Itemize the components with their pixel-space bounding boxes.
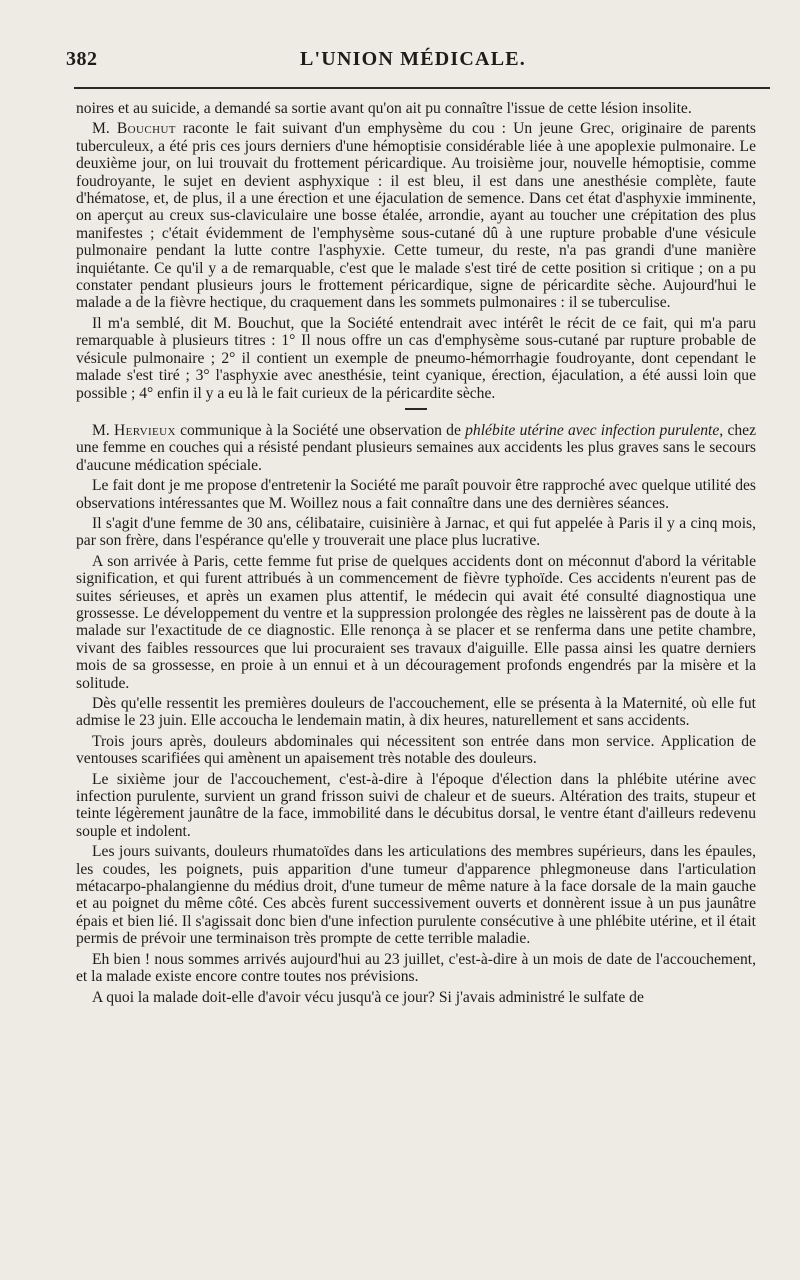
speaker-prefix: M. (92, 120, 117, 138)
paragraph: Dès qu'elle ressentit les premières douleurs de l'accouchement, elle se présenta à la Maternité, où elle fut admise le 23 juin. Elle accoucha le lendemain matin, à dix heures, naturellement et sans accidents. (76, 695, 756, 730)
paragraph-text: chez une femme en couches qui a résisté pendant plusieurs semaines aux accidents les plus graves sans le secours d'aucune médication spéciale. (76, 421, 757, 474)
paragraph-bouchut-summary: Il m'a semblé, dit M. Bouchut, que la Société entendrait avec intérêt le récit de ce fait, qui m'a paru remarquable à plusieurs titres : 1° Il nous offre un cas d'emphysème sous-cutané par rupture probable de vésicule pulmonaire ; 2° il contient un exemple de pneumo-hémorrhagie foudroyante, dont cependant le malade s'est tiré ; 3° l'asphyxie avec anesthésie, teint cyanique, érection, éjaculation, a été aussi loin que possible ; 4° enfin il y a eu là le fait curieux de la péricardite sèche. (76, 314, 756, 402)
paragraph-text: communique à la Société une observation de (175, 421, 466, 439)
paragraph: Eh bien ! nous sommes arrivés aujourd'hui au 23 juillet, c'est-à-dire à un mois de date de l'accouchement, et la malade existe encore contre toutes nos prévisions. (76, 950, 756, 986)
article-body (76, 100, 756, 1006)
paragraph-truncated: A quoi la malade doit-elle d'avoir vécu jusqu'à ce jour? Si j'avais administré le sulfate de (92, 988, 644, 1006)
paragraph-continuation: noires et au suicide, a demandé sa sortie avant qu'on ait pu connaître l'issue de cette lésion insolite. (76, 100, 692, 117)
paragraph: A son arrivée à Paris, cette femme fut prise de quelques accidents dont on méconnut d'abord la véritable signification, et qui furent attribués à un commencement de fièvre typhoïde. Ces accidents n'eurent pas de suites sérieuses, et après un examen plus attentif, le médecin qui avait été consulté diagnostiqua une grossesse. Le développement du ventre et la suppression prolongée des règles ne laissèrent pas de doute à la malade sur l'exactitude de ce diagnostic. Elle renonça à se placer et se renferma dans une petite chambre, vivant des faibles ressources que lui procuraient ses travaux d'aiguille. Elle passa ainsi les quatre derniers mois de sa grossesse, en proie à un ennui et à un découragement profonds engendrés par la misère et la solitude. (76, 552, 756, 692)
paragraph-hervieux-intro (76, 422, 756, 474)
speaker-prefix: M. (92, 421, 114, 439)
paragraph: Il s'agit d'une femme de 30 ans, célibataire, cuisinière à Jarnac, et qui fut appelée à Paris il y a cinq mois, par son frère, dans l'espérance qu'elle y trouverait une place plus lucrative. (76, 514, 756, 550)
paragraph: Les jours suivants, douleurs rhumatoïdes dans les articulations des membres supérieurs, dans les épaules, les coudes, les poignets, puis apparition d'une tumeur d'apparence phlegmoneuse dans l'articulation métacarpo-phalangienne du médius droit, d'une tumeur de même nature à la face dorsale de la main gauche et au poignet du même côté. Ces abcès furent successivement ouverts et donnèrent issue à un pus jaunâtre épais et bien lié. Il s'agissait donc bien d'une infection purulente consécutive à une phlébite utérine, et il était permis de prévoir une terminaison très prompte de cette terrible maladie. (76, 843, 756, 948)
running-title: L'UNION MÉDICALE. (300, 48, 526, 70)
paragraph-text: raconte le fait suivant d'un emphysème du cou : Un jeune Grec, originaire de parents tuberculeux, a été pris ces jours derniers d'une hémoptisie considérable liée à une apoplexie pulmonaire. Le deuxième jour, on lui trouvait du frottement péricardique. Au troisième jour, nouvelle hémoptisie, comme foudroyante, le sujet en devient asphyxique : il est bleu, il est dans une anesthésie complète, faute d'hématose, et, de plus, il a une érection et une éjaculation de semence. Dans cet état d'asphyxie imminente, on aperçut au creux sus-claviculaire une bosse étalée, arrondie, ayant au toucher une crépitation des plus manifestes ; c'était évidemment de l'emphysème sous-cutané dû à une rupture probable d'une vésicule pulmonaire pendant la lutte contre l'asphyxie. Cette tumeur, du reste, n'a pas grandi d'une manière inquiétante. Ce qu'il y a de remarquable, c'est que le malade s'est tiré de cette position si critique ; on a pu constater pendant plusieurs jours le frottement péricardique, signe de péricardite sèche. Aujourd'hui le malade a de la fièvre hectique, du craquement dans les sommets pulmonaires : il se tuberculise. (76, 120, 756, 312)
section-separator (405, 408, 427, 410)
speaker-name: Hervieux (114, 421, 176, 439)
paragraph: Le sixième jour de l'accouchement, c'est-à-dire à l'époque d'élection dans la phlébite utérine avec infection purulente, survient un grand frisson suivi de chaleur et de sueurs. Altération des traits, stupeur et teinte légèrement jaunâtre de la face, immobilité dans le décubitus dorsal, le ventre étant d'ailleurs redevenu souple et indolent. (76, 770, 756, 840)
paragraph: Le fait dont je me propose d'entretenir la Société me paraît pouvoir être rapproché avec quelque utilité des observations intéressantes que M. Woillez nous a fait connaître dans une des dernières séances. (76, 477, 756, 512)
header-rule (74, 87, 770, 89)
page-number: 382 (66, 48, 98, 70)
paragraph-bouchut-report (76, 120, 756, 311)
case-title: phlébite utérine avec infection purulente, (465, 421, 724, 439)
page-header (66, 48, 760, 78)
speaker-name: Bouchut (116, 120, 176, 138)
paragraph: Trois jours après, douleurs abdominales qui nécessitent son entrée dans mon service. Application de ventouses scarifiées qui amènent un apaisement très notable des douleurs. (76, 732, 756, 768)
